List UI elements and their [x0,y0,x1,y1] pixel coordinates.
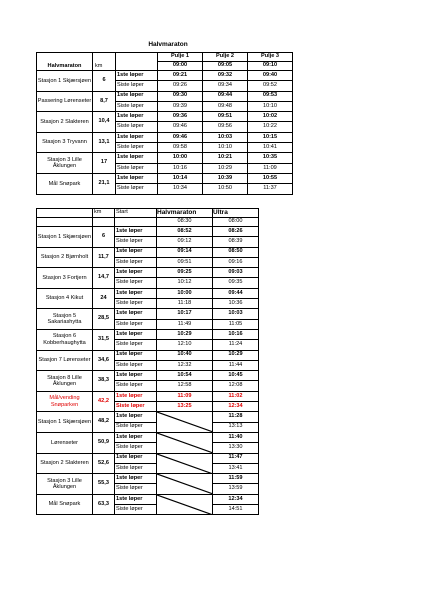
runner-role: 1ste løper [116,91,158,101]
halvmaraton-time: 10:54 [157,371,213,381]
runner-role: Siste løper [116,81,158,91]
halvmaraton-time: 10:40 [157,350,213,360]
table-row [37,91,293,101]
halvmaraton-time: 12:58 [157,381,213,391]
ultra-time: 09:35 [213,278,259,288]
station-label: Stasjon 2 Slakteren [37,453,93,474]
time-cell: 09:46 [158,122,203,132]
runner-role: 1ste løper [115,247,157,257]
header-km: km [93,209,115,218]
station-label: Stasjon 4 Kikut [37,288,93,309]
halvmaraton-time: 11:09 [157,391,213,401]
station-label: Mål Snøpark [37,494,93,515]
station-label: Stasjon 2 Slakteren [37,112,93,133]
table-row [37,329,259,339]
table-row [37,153,293,163]
time-cell: 09:52 [248,81,293,91]
runner-role: 1ste løper [116,71,158,81]
ultra-time: 11:40 [213,432,259,442]
ultra-time: 09:03 [213,268,259,278]
ultra-time: 08:39 [213,237,259,247]
runner-role: 1ste løper [116,112,158,122]
table-row [37,391,259,401]
station-km: 6 [93,227,115,248]
station-label: Stasjon 8 Lille Åklungen [37,371,93,392]
station-label: Stasjon 2 Bjørnholt [37,247,93,268]
ultra-time: 13:30 [213,443,259,453]
station-km: 17 [93,153,116,174]
runner-role: 1ste løper [115,453,157,463]
runner-role: Siste løper [115,463,157,473]
table-row [37,371,259,381]
runner-role: Siste løper [116,122,158,132]
halvmaraton-na-cell [157,474,213,495]
time-cell: 09:26 [158,81,203,91]
ultra-time: 09:16 [213,257,259,267]
station-label: Stasjon 3 Tryvann [37,132,93,153]
station-km: 52,6 [93,453,115,474]
halvmaraton-na-cell [157,453,213,474]
ultra-start: 08:00 [213,218,259,227]
runner-role: 1ste løper [115,494,157,504]
runner-role: 1ste løper [115,391,157,401]
time-cell: 10:21 [203,153,248,163]
ultra-time: 12:34 [213,402,259,412]
time-cell: 10:29 [203,163,248,173]
pulje-1-start: 09:00 [158,62,203,71]
halvmaraton-time: 11:49 [157,319,213,329]
time-cell: 09:40 [248,71,293,81]
station-km: 48,2 [93,412,115,433]
halvmaraton-start: 08:30 [157,218,213,227]
header-role [116,53,158,71]
header-km: km [93,53,116,71]
ultra-table [36,208,259,515]
table-row [37,350,259,360]
runner-role: Siste løper [115,422,157,432]
time-cell: 09:30 [158,91,203,101]
ultra-time: 14:51 [213,505,259,515]
ultra-time: 13:59 [213,484,259,494]
runner-role: Siste løper [115,443,157,453]
time-cell: 10:03 [203,132,248,142]
time-cell: 09:32 [203,71,248,81]
ultra-time: 11:28 [213,412,259,422]
time-cell: 10:00 [158,153,203,163]
station-km: 31,5 [93,329,115,350]
halvmaraton-time: 12:32 [157,360,213,370]
time-cell: 10:02 [248,112,293,122]
ultra-time: 13:13 [213,422,259,432]
table-row [37,494,259,504]
table-row [37,474,259,484]
runner-role: Siste løper [115,381,157,391]
station-label: Stasjon 1 Skjærsjøen [37,412,93,433]
time-cell: 09:39 [158,101,203,111]
halvmaraton-na-cell [157,412,213,433]
station-km: 63,3 [93,494,115,515]
ultra-time: 11:44 [213,360,259,370]
time-cell: 09:48 [203,101,248,111]
station-label: Stasjon 3 Lille Åklungen [37,474,93,495]
runner-role: Siste løper [115,299,157,309]
time-cell: 10:14 [158,173,203,183]
station-km: 10,4 [93,112,116,133]
ultra-time: 11:05 [213,319,259,329]
halvmaraton-time: 08:52 [157,227,213,237]
table-row [37,173,293,183]
start-km [93,218,115,227]
station-km: 38,3 [93,371,115,392]
ultra-time: 10:36 [213,299,259,309]
header-halvmaraton: Halvmaraton [157,209,213,218]
time-cell: 11:37 [248,184,293,194]
station-km: 42,2 [93,391,115,412]
runner-role: Siste løper [116,184,158,194]
ultra-time: 11:24 [213,340,259,350]
time-cell: 10:34 [158,184,203,194]
runner-role: Siste løper [115,237,157,247]
time-cell: 09:56 [203,122,248,132]
runner-role: 1ste løper [115,371,157,381]
time-cell: 09:21 [158,71,203,81]
header-halvmaraton: Halvmaraton [37,53,93,71]
ultra-time: 13:41 [213,463,259,473]
runner-role: Siste løper [116,101,158,111]
station-label: Stasjon 1 Skjærsjøen [37,227,93,248]
table-row [37,432,259,442]
halvmaraton-time: 09:25 [157,268,213,278]
halvmaraton-na-cell [157,432,213,453]
ultra-time: 10:03 [213,309,259,319]
time-cell: 10:55 [248,173,293,183]
header-pulje-2: Pulje 2 [203,53,248,62]
ultra-time: 10:16 [213,329,259,339]
table-row [37,453,259,463]
runner-role: 1ste løper [115,432,157,442]
station-km: 55,3 [93,474,115,495]
station-km: 13,1 [93,132,116,153]
ultra-time: 08:26 [213,227,259,237]
time-cell: 10:16 [158,163,203,173]
time-cell: 11:09 [248,163,293,173]
time-cell: 10:50 [203,184,248,194]
table2-header-row [37,209,259,218]
time-cell: 10:35 [248,153,293,163]
table-row [37,112,293,122]
halvmaraton-time: 13:25 [157,402,213,412]
table2-start-row [37,218,259,227]
runner-role: Siste løper [115,278,157,288]
pulje-2-start: 09:05 [203,62,248,71]
time-cell: 09:36 [158,112,203,122]
runner-role: 1ste løper [116,153,158,163]
halvmaraton-time: 09:12 [157,237,213,247]
time-cell: 10:15 [248,132,293,142]
halvmaraton-time: 10:29 [157,329,213,339]
runner-role: 1ste løper [115,474,157,484]
time-cell: 09:46 [158,132,203,142]
runner-role: Siste løper [115,257,157,267]
table1-title: Halvmaraton [148,41,188,48]
station-label: Mål Snøpark [37,173,93,194]
ultra-time: 11:47 [213,453,259,463]
runner-role: Siste løper [115,319,157,329]
halvmaraton-time: 09:14 [157,247,213,257]
station-km: 8,7 [93,91,116,112]
ultra-time: 10:29 [213,350,259,360]
table-row [37,247,259,257]
station-km: 50,9 [93,432,115,453]
runner-role: Siste løper [115,505,157,515]
halvmaraton-time: 10:17 [157,309,213,319]
station-label: Passering Lørenseter [37,91,93,112]
time-cell: 09:53 [248,91,293,101]
ultra-time: 11:59 [213,474,259,484]
table-row [37,132,293,142]
runner-role: 1ste løper [115,227,157,237]
station-km: 11,7 [93,247,115,268]
runner-role: Siste løper [115,484,157,494]
halvmaraton-time: 10:12 [157,278,213,288]
runner-role: 1ste løper [115,350,157,360]
table-row [37,227,259,237]
time-cell: 10:22 [248,122,293,132]
halvmaraton-time: 09:51 [157,257,213,267]
time-cell: 10:41 [248,143,293,153]
time-cell: 10:39 [203,173,248,183]
table-row [37,309,259,319]
pulje-3-start: 09:10 [248,62,293,71]
halvmaraton-time: 10:00 [157,288,213,298]
header-pulje-1: Pulje 1 [158,53,203,62]
ultra-time: 08:50 [213,247,259,257]
ultra-time: 09:44 [213,288,259,298]
runner-role: Siste løper [115,402,157,412]
station-label: Stasjon 3 Lille Åklungen [37,153,93,174]
station-label: Stasjon 7 Lørenseter [37,350,93,371]
halvmaraton-time: 11:18 [157,299,213,309]
station-label: Stasjon 3 Fortjern [37,268,93,289]
runner-role: Siste løper [116,143,158,153]
station-km: 24 [93,288,115,309]
header-start: Start [115,209,157,218]
start-station [37,218,93,227]
runner-role: 1ste løper [116,132,158,142]
runner-role: Siste løper [116,163,158,173]
header-pulje-3: Pulje 3 [248,53,293,62]
station-km: 6 [93,71,116,92]
station-km: 34,6 [93,350,115,371]
table-row [37,268,259,278]
runner-role: 1ste løper [115,309,157,319]
station-label: Stasjon 5 Sakariashytta [37,309,93,330]
time-cell: 09:34 [203,81,248,91]
table-row [37,71,293,81]
table-row [37,412,259,422]
time-cell: 09:51 [203,112,248,122]
ultra-time: 12:34 [213,494,259,504]
station-label: Stasjon 1 Skjærsjøen [37,71,93,92]
time-cell: 10:10 [203,143,248,153]
station-label: Mål/vending Snøparken [37,391,93,412]
runner-role: 1ste løper [115,268,157,278]
station-km: 28,5 [93,309,115,330]
station-label: Lørenseter [37,432,93,453]
table-row [37,288,259,298]
runner-role: 1ste løper [115,329,157,339]
ultra-time: 12:08 [213,381,259,391]
halvmaraton-time: 12:10 [157,340,213,350]
ultra-time: 11:02 [213,391,259,401]
start-role [115,218,157,227]
header-station [37,209,93,218]
time-cell: 09:58 [158,143,203,153]
table1-header-row [37,53,293,62]
ultra-time: 10:45 [213,371,259,381]
runner-role: Siste løper [115,360,157,370]
station-km: 21,1 [93,173,116,194]
station-label: Stasjon 6 Kobberhaughytta [37,329,93,350]
runner-role: 1ste løper [115,288,157,298]
runner-role: 1ste løper [115,412,157,422]
time-cell: 09:44 [203,91,248,101]
halvmaraton-table [36,52,293,195]
halvmaraton-na-cell [157,494,213,515]
station-km: 14,7 [93,268,115,289]
runner-role: Siste løper [115,340,157,350]
runner-role: 1ste løper [116,173,158,183]
header-ultra: Ultra [213,209,259,218]
time-cell: 10:10 [248,101,293,111]
